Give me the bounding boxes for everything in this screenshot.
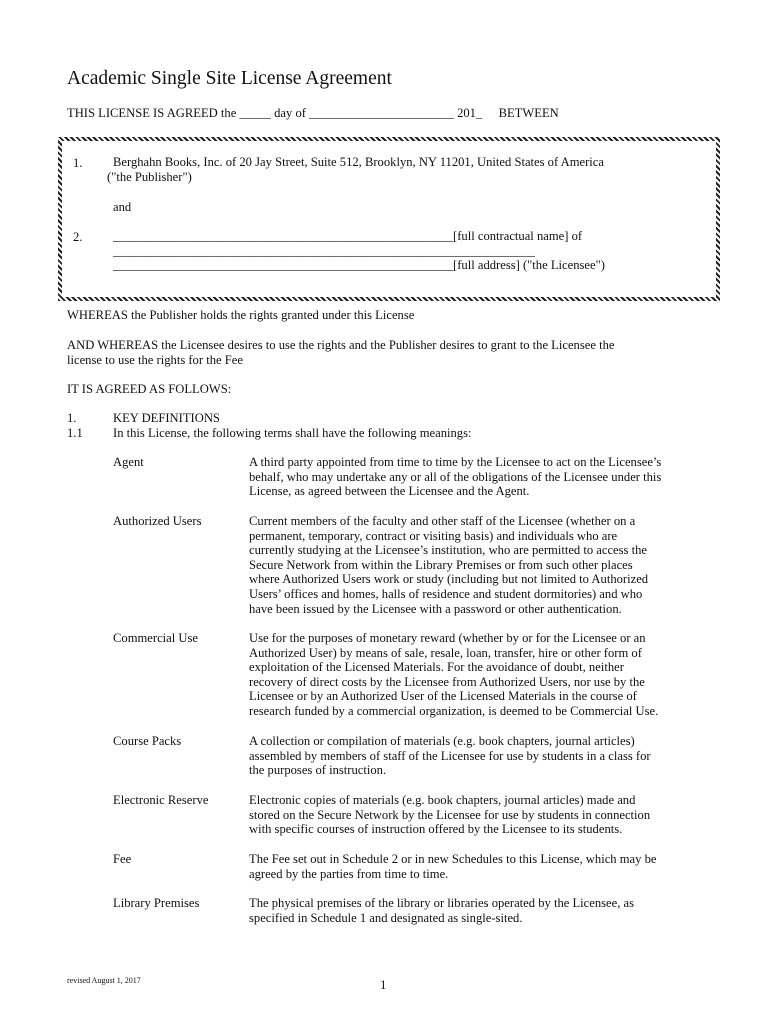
definition-line: Authorized User) by means of sale, resale, loan, transfer, hire or other form of	[249, 645, 642, 660]
licensee-name-blank: ______________________________________________________	[113, 229, 454, 243]
definition-term-agent: Agent	[113, 455, 144, 469]
between-text: BETWEEN	[498, 106, 559, 120]
definition-line: Use for the purposes of monetary reward (whether by or for the Licensee or an	[249, 631, 646, 645]
definition-line: The physical premises of the library or libraries operated by the Licensee, as	[249, 896, 635, 910]
definition-electronic-reserve	[249, 793, 699, 837]
intro-text-1: THIS LICENSE IS AGREED the	[67, 106, 237, 120]
definition-line: the purposes of instruction.	[249, 763, 387, 778]
definition-line: currently studying at the Licensee’s institution, who are permitted to access the	[249, 543, 647, 558]
definition-line: A collection or compilation of materials (e.g. book chapters, journal articles)	[249, 734, 635, 748]
definition-line: behalf, who may undertake any or all of the obligations of the Licensee under this	[249, 469, 662, 484]
day-blank: _____	[239, 106, 271, 120]
definition-term-commercial-use: Commercial Use	[113, 631, 198, 645]
section-number: 1.	[67, 411, 77, 425]
definition-course-packs	[249, 734, 699, 778]
definition-line: agreed by the parties from time to time.	[249, 866, 449, 881]
definition-commercial-use	[249, 631, 699, 719]
agreement-intro-line	[67, 106, 559, 121]
and-text: and	[113, 200, 132, 214]
licensee-address-blank-2: ______________________________________________________	[113, 258, 454, 272]
definition-library-premises	[249, 896, 699, 925]
definition-line: License, as agreed between the Licensee and the Agent.	[249, 484, 530, 499]
definition-line: Current members of the faculty and other staff of the Licensee (whether on a	[249, 514, 636, 528]
definition-line: Users’ offices and homes, halls of residence and student dormitories) and who	[249, 586, 643, 601]
definition-line: research funded by a commercial organization, is deemed to be Commercial Use.	[249, 703, 659, 718]
definition-line: where Authorized Users work or study (including but not limited to Authorized	[249, 572, 649, 587]
licensee-name-label: [full contractual name] of	[453, 229, 583, 243]
definition-authorized-users	[249, 514, 699, 616]
definition-line: exploitation of the Licensed Materials. For the avoidance of doubt, neither	[249, 660, 624, 675]
month-blank: _______________________	[309, 106, 454, 120]
licensee-address-label: [full address] ("the Licensee")	[453, 258, 605, 272]
definition-line: stored on the Secure Network by the Licensee for use by students in connection	[249, 807, 651, 822]
definition-agent	[249, 455, 699, 499]
party-1-role: ("the Publisher")	[107, 170, 192, 184]
intro-text-2: day of	[274, 106, 306, 120]
licensee-address-blank-1: ___________________________________________________________________	[113, 244, 535, 258]
year-text: 201_	[457, 106, 483, 120]
document-title: Academic Single Site License Agreement	[67, 68, 392, 89]
definition-term-library-premises: Library Premises	[113, 896, 200, 910]
definition-line: Electronic copies of materials (e.g. book chapters, journal articles) made and	[249, 793, 636, 807]
definition-line: have been issued by the Licensee with a password or other authentication.	[249, 601, 622, 616]
definition-line: specified in Schedule 1 and designated as single-sited.	[249, 910, 523, 925]
subsection-text: In this License, the following terms shall have the following meanings:	[113, 426, 472, 440]
party-2-address-line	[113, 258, 605, 273]
whereas-clause-1: WHEREAS the Publisher holds the rights granted under this License	[67, 308, 415, 322]
party-2-number: 2.	[73, 230, 83, 244]
page-number: 1	[380, 977, 387, 992]
whereas-clause-2-line-2: license to use the rights for the Fee	[67, 353, 243, 367]
definition-line: assembled by members of staff of the Licensee for use by students in a class for	[249, 748, 651, 763]
definition-term-course-packs: Course Packs	[113, 734, 182, 748]
definition-line: permanent, temporary, contract or visiting basis) and individuals who are	[249, 528, 618, 543]
section-heading: KEY DEFINITIONS	[113, 411, 220, 425]
definition-line: recovery of direct costs by the Licensee from Authorized Users, nor use by the	[249, 674, 645, 689]
definition-term-fee: Fee	[113, 852, 132, 866]
party-2-name-line	[113, 229, 582, 244]
whereas-clause-2-line-1: AND WHEREAS the Licensee desires to use the rights and the Publisher desires to grant to the Licensee the	[67, 338, 615, 352]
definition-line: Licensee or by an Authorized User of the Licensed Materials in the course of	[249, 689, 637, 704]
agreed-statement: IT IS AGREED AS FOLLOWS:	[67, 382, 232, 396]
party-1-publisher: Berghahn Books, Inc. of 20 Jay Street, Suite 512, Brooklyn, NY 11201, United States of America	[113, 155, 604, 169]
definition-term-authorized-users: Authorized Users	[113, 514, 202, 528]
definition-line: Secure Network from within the Library Premises or from such other places	[249, 557, 633, 572]
definition-fee	[249, 852, 699, 881]
definition-line: The Fee set out in Schedule 2 or in new Schedules to this License, which may be	[249, 852, 657, 866]
subsection-number: 1.1	[67, 426, 83, 440]
definition-term-electronic-reserve: Electronic Reserve	[113, 793, 209, 807]
revision-date: revised August 1, 2017	[67, 976, 141, 985]
definition-line: A third party appointed from time to time by the Licensee to act on the Licensee’s	[249, 455, 662, 469]
party-1-number: 1.	[73, 156, 83, 170]
definition-line: with specific courses of instruction offered by the Licensee to its students.	[249, 822, 623, 837]
